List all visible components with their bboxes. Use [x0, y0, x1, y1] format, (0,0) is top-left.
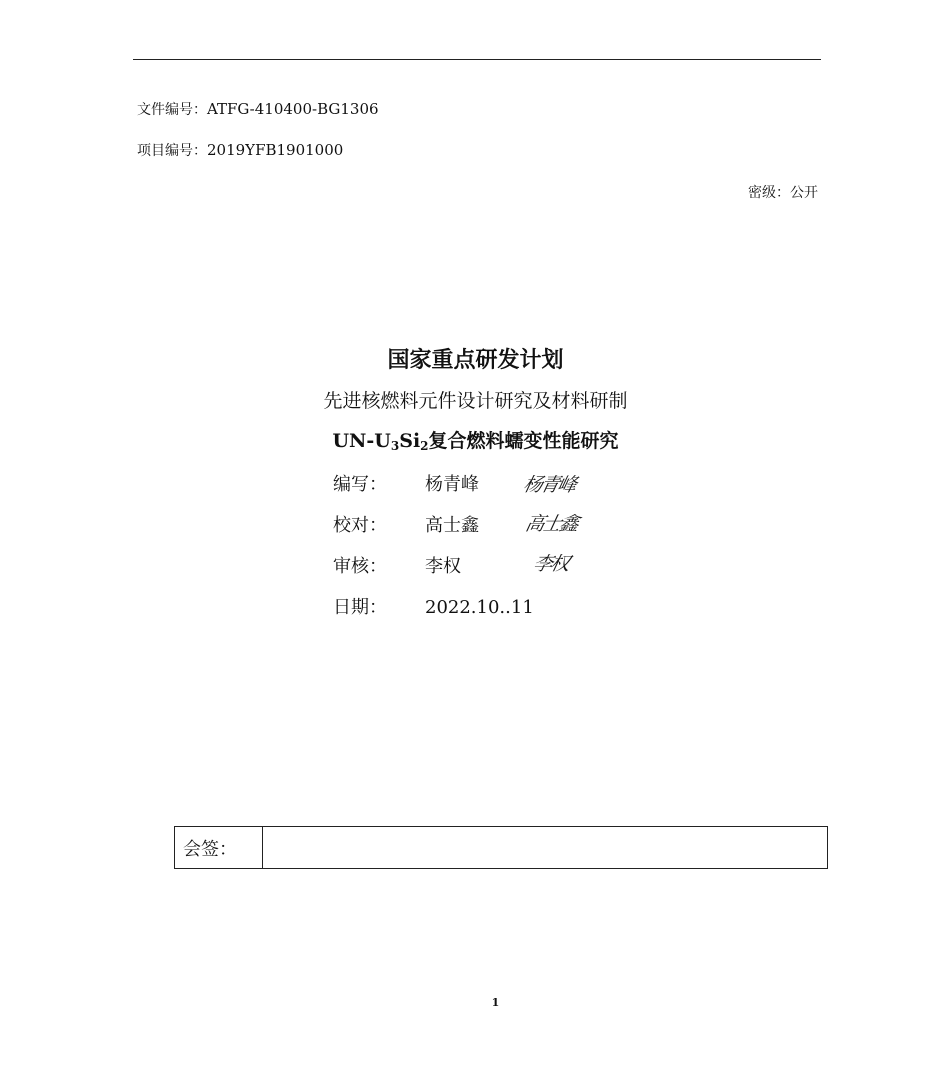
classification-text: 密级：公开 — [748, 185, 818, 201]
checker-label: 校对： — [333, 515, 387, 536]
project-number-label: 项目编号： — [137, 143, 207, 159]
author-name: 杨青峰 — [425, 474, 479, 495]
reviewer-label: 审核： — [333, 556, 387, 577]
doc-number-value: ATFG-410400-BG1306 — [207, 100, 379, 118]
countersign-table — [174, 826, 828, 869]
author-signature-text: 杨青峰 — [521, 474, 578, 496]
date-value: 2022.10..11 — [425, 597, 534, 618]
doc-number-label: 文件编号： — [137, 102, 207, 118]
author-signature — [521, 470, 578, 497]
checker-name: 高士鑫 — [425, 515, 479, 536]
project-number-value: 2019YFB1901000 — [207, 141, 344, 159]
topic-sub1: 3 — [390, 439, 400, 453]
author-label: 编写： — [333, 474, 387, 495]
reviewer-signature-text: 李权 — [531, 553, 571, 575]
program-title: 国家重点研发计划 — [387, 348, 564, 373]
reviewer-name: 李权 — [425, 556, 461, 577]
topic-mid: Si — [399, 430, 421, 452]
classification — [748, 182, 818, 202]
checker-row — [333, 511, 479, 537]
countersign-field — [263, 827, 827, 868]
topic-suffix: 复合燃料蠕变性能研究 — [428, 430, 619, 452]
date-row — [333, 593, 534, 619]
author-row — [333, 470, 479, 496]
checker-signature-text: 高士鑫 — [523, 513, 580, 535]
page-number: 1 — [491, 996, 500, 1009]
doc-number — [137, 99, 379, 119]
topic-sub2: 2 — [420, 439, 429, 453]
project-number — [137, 140, 343, 160]
topic-title — [0, 426, 951, 453]
checker-signature — [523, 509, 580, 536]
top-rule — [133, 59, 821, 60]
project-title: 先进核燃料元件设计研究及材料研制 — [323, 390, 628, 412]
reviewer-signature — [531, 549, 571, 576]
reviewer-row — [333, 552, 461, 578]
countersign-label: 会签： — [175, 827, 263, 868]
topic-prefix: UN-U — [332, 430, 391, 452]
date-label: 日期： — [333, 597, 387, 618]
